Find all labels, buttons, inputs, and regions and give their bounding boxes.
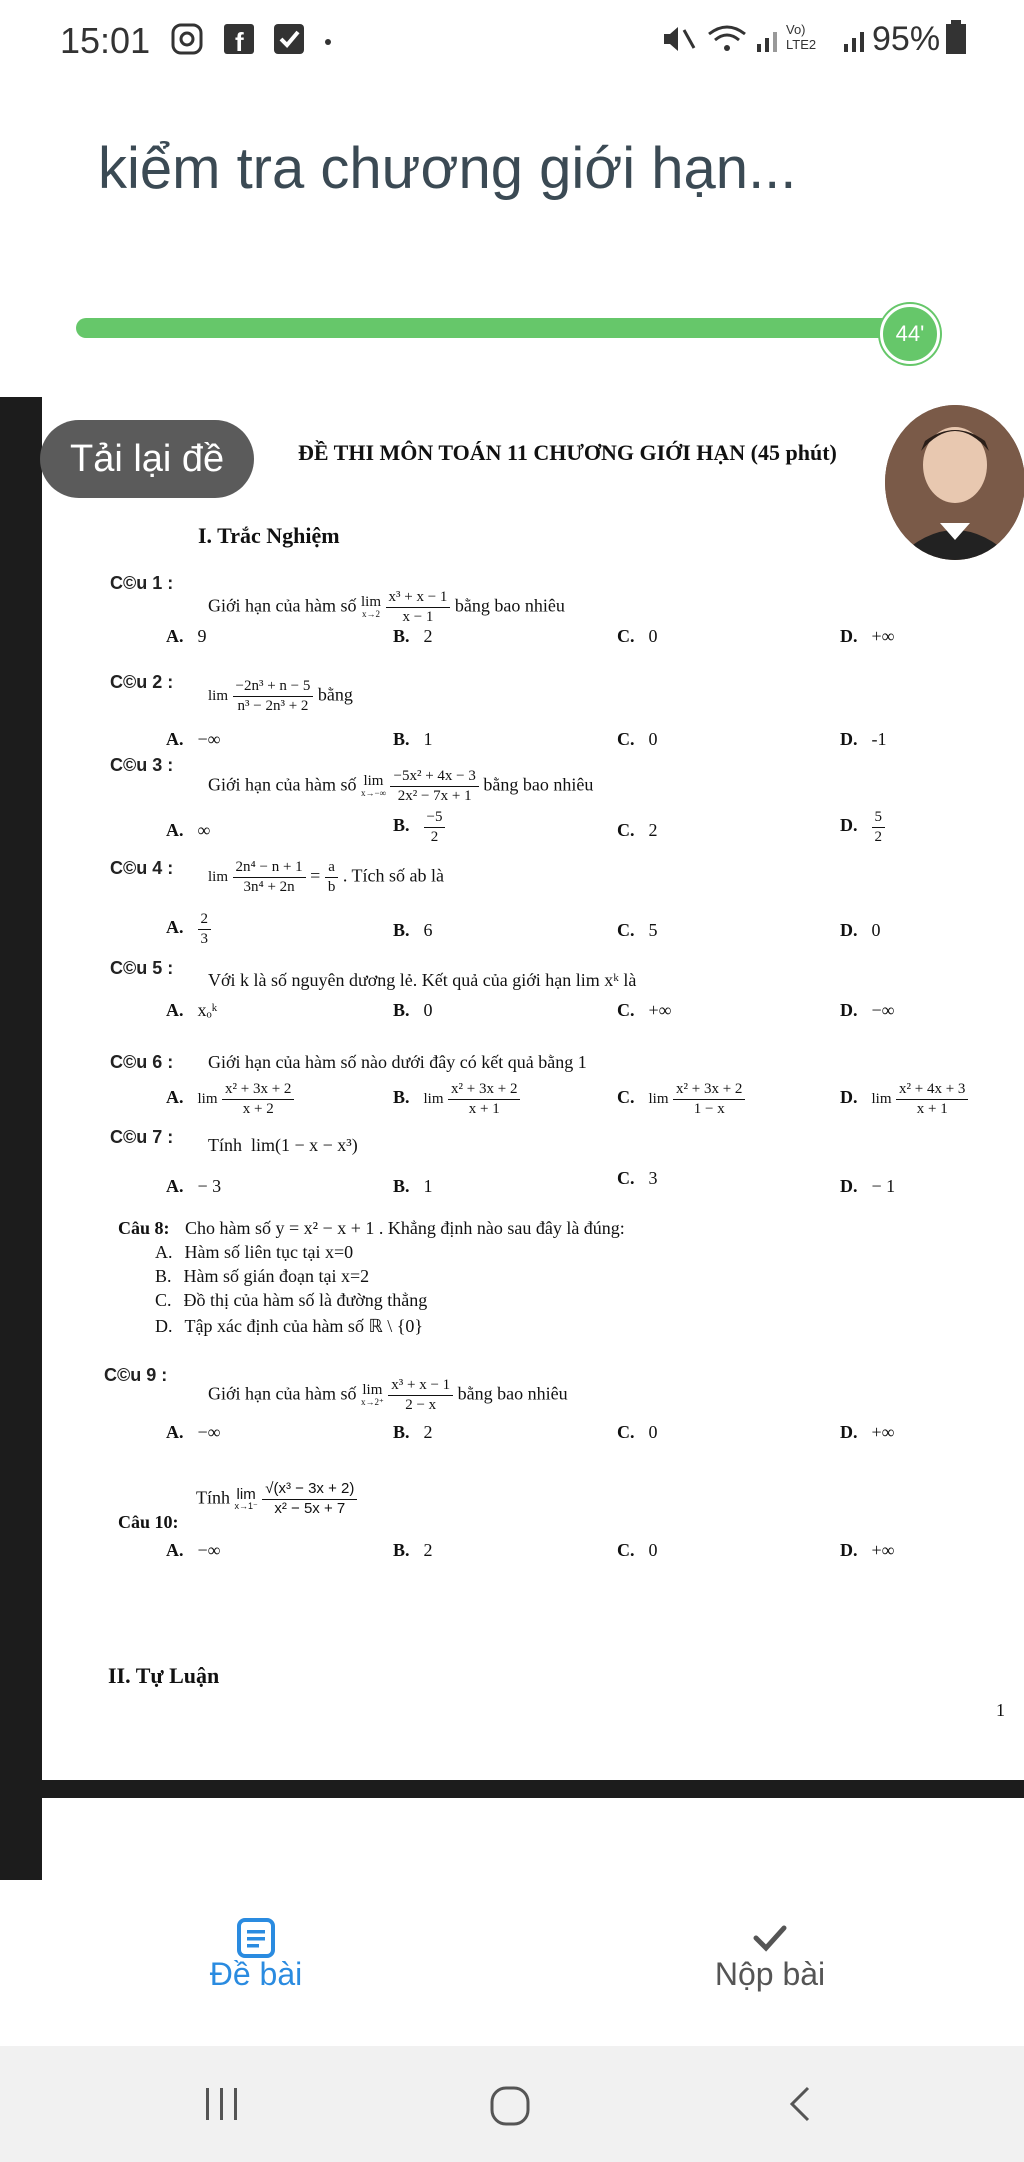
option-a: A. lim $\frac{\text{x² + 3x + 2}}{x + 2}$ [166,1080,294,1119]
option-c: C. 0 [617,1422,658,1442]
question-label: Câu 10: [118,1512,179,1532]
option-c: C. 2 [617,820,658,840]
option-a: A. −∞ [166,1422,221,1442]
tab-submit[interactable] [620,1918,920,1993]
facebook-icon [222,22,256,56]
battery-icon [945,20,967,54]
page-title: kiểm tra chương giới hạn... [98,136,797,201]
network-label: Vo) LTE2 [786,22,817,52]
option-c: C. 0 [617,729,658,749]
option-a: A. −∞ [166,729,221,749]
question-label: C©u 5 : [110,958,174,978]
question-3-text: Giới hạn của hàm số lim x→−∞ $\frac{\text{−5x² + 4x − 3}}{\text{2x² − 7x + 1}}$ bằng bao nhiêu [208,768,594,804]
limit-symbol: lim x→2 [360,594,381,620]
viewer-left-border [0,397,42,1880]
svg-text:f: f [235,27,244,56]
option-c: C. lim $\frac{\text{x² + 3x + 2}}{1 - x}$ [617,1080,745,1119]
option-a: A. − 3 [166,1176,222,1196]
option-b: B. 1 [393,729,433,749]
question-4-text: lim $\frac{\text{2n⁴ − n + 1}}{\text{3n⁴ + 2n}}$ = $\frac{a}{b}$ . Tích số ab là [208,859,444,895]
page-number: 1 [996,1700,1005,1720]
option-a: A. ∞ [166,820,211,840]
recent-apps-icon[interactable] [202,2084,242,2124]
question-label: C©u 6 : [110,1052,174,1072]
question-label: C©u 2 : [110,672,174,692]
page-separator [42,1780,1024,1798]
reload-exam-button[interactable]: Tải lại đề [40,420,254,498]
section-multiple-choice: I. Trắc Nghiệm [198,523,340,548]
option-b: B. 1 [393,1176,433,1196]
question-label: C©u 4 : [110,858,174,878]
exam-heading: ĐỀ THI MÔN TOÁN 11 CHƯƠNG GIỚI HẠN (45 phút) [298,440,837,465]
option-c: C. +∞ [617,1000,672,1020]
signal-icon [842,22,872,56]
signal-icon [755,22,785,56]
check-icon [750,1918,790,1958]
option-a: A. xₒᵏ [166,1000,218,1020]
option-b: B. Hàm số gián đoạn tại x=2 [155,1266,370,1286]
option-a: A. 9 [166,626,207,646]
user-photo-icon [885,405,1024,560]
system-nav-bar [0,2046,1024,2162]
option-c: C. 3 [617,1168,658,1188]
option-a: A. $\frac{2}{3}$ [166,910,211,949]
question-label: C©u 9 : [104,1365,168,1385]
question-8-text: Cho hàm số y = x² − x + 1 . Khẳng định nào sau đây là đúng: [185,1218,625,1238]
option-a: A. Hàm số liên tục tại x=0 [155,1242,354,1262]
instagram-icon [170,22,204,56]
question-7-text: Tính lim(1 − x − x³) [208,1135,358,1155]
option-d: D. 0 [840,920,881,940]
option-d: D. Tập xác định của hàm số ℝ \ {0} [155,1316,423,1336]
battery-percent: 95% [872,20,941,58]
option-b: B. lim $\frac{\text{x² + 3x + 2}}{x + 1}$ [393,1080,520,1119]
tab-exam[interactable] [106,1918,406,1993]
question-label: C©u 7 : [110,1127,174,1147]
question-label: C©u 3 : [110,755,174,775]
document-icon [236,1918,276,1958]
section-essay: II. Tự Luận [108,1663,220,1688]
option-d: D. -1 [840,729,887,749]
home-icon[interactable] [488,2084,532,2128]
mute-icon [660,22,696,56]
question-9-text: Giới hạn của hàm số lim x→2⁺ $\frac{\text{x³ + x − 1}}{2 - x}$ bằng bao nhiêu [208,1377,568,1413]
option-d: D. +∞ [840,1540,895,1560]
status-bar [0,0,1024,80]
option-c: C. 5 [617,920,658,940]
option-a: A. −∞ [166,1540,221,1560]
timer-badge: 44' [880,304,940,364]
status-time: 15:01 [60,20,151,61]
option-b: B. $\frac{-5}{2}$ [393,808,445,847]
dot-icon [322,22,334,56]
option-b: B. 2 [393,1540,433,1560]
question-6-text: Giới hạn của hàm số nào dưới đây có kết quả bằng 1 [208,1052,587,1072]
option-d: D. −∞ [840,1000,895,1020]
question-10-text: Tính lim x→1⁻ $\frac{\text{√(x³ − 3x + 2)}}{\text{x² − 5x + 7}}$ [196,1480,357,1519]
avatar[interactable] [885,405,1024,560]
question-label: Câu 8: [118,1218,170,1238]
option-c: C. Đồ thị của hàm số là đường thẳng [155,1290,428,1310]
option-b: B. 0 [393,1000,433,1020]
option-c: C. 0 [617,626,658,646]
wifi-icon [705,22,751,56]
option-c: C. 0 [617,1540,658,1560]
question-5-text: Với k là số nguyên dương lẻ. Kết quả của giới hạn lim xᵏ là [208,970,637,990]
tab-exam-label: Đề bài [209,1956,303,1992]
question-1-text: Giới hạn của hàm số lim x→2 $\frac{\text{x³ + x − 1}}{x - 1}$ bằng bao nhiêu [208,589,565,625]
back-icon[interactable] [780,2084,820,2124]
tab-submit-label: Nộp bài [714,1956,826,1992]
time-progress-bar [76,318,934,338]
option-d: D. lim $\frac{\text{x² + 4x + 3}}{x + 1}$ [840,1080,968,1119]
question-label: C©u 1 : [110,573,174,593]
option-d: D. $\frac{5}{2}$ [840,808,885,847]
option-b: B. 6 [393,920,433,940]
option-d: D. +∞ [840,626,895,646]
question-2-text: lim $\frac{\text{−2n³ + n − 5}}{\text{n³ − 2n³ + 2}}$ bằng [208,678,353,714]
option-b: B. 2 [393,626,433,646]
option-b: B. 2 [393,1422,433,1442]
checkbox-app-icon [272,22,306,56]
option-d: D. +∞ [840,1422,895,1442]
option-d: D. − 1 [840,1176,896,1196]
